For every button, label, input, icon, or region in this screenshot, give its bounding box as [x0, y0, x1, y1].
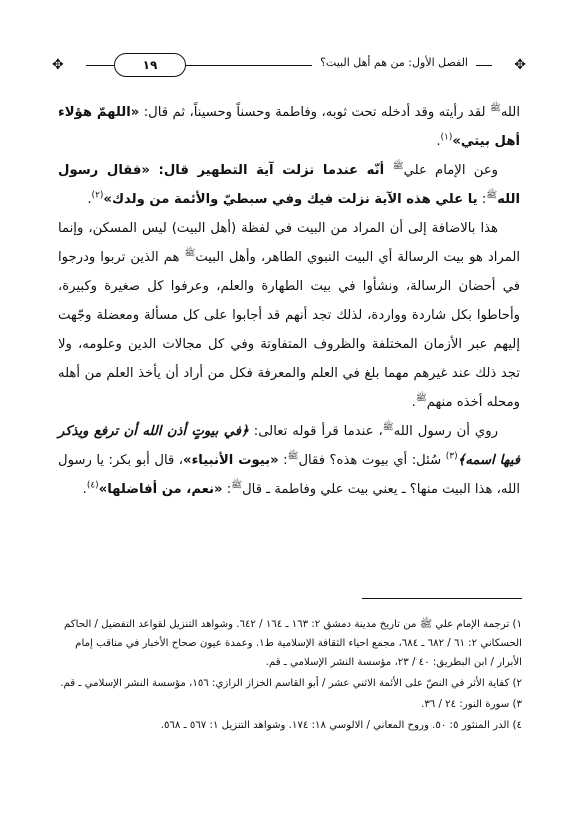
chapter-title: الفصل الأول: من هم أهل البيت؟: [312, 55, 476, 70]
text-run: سُئل: أي بيوت هذه؟ فقال: [298, 453, 446, 468]
text-run: .: [82, 482, 87, 497]
page-number: ١٩: [114, 53, 186, 77]
footnote-4: ٤) الدر المنثور ٥: ٥٠. وروح المعاني / الالوسي ١٨: ١٧٤. وشواهد التنزيل ١: ٥٦٧ ـ ٥٦٨.: [160, 720, 522, 731]
ornament-right-icon: ✥: [514, 57, 526, 73]
text-run: روي أن رسول الله: [393, 424, 498, 439]
paragraph-2: [58, 156, 520, 214]
footnotes: [56, 598, 522, 737]
hadith-quote: «اللهمّ هؤلاء أهل بيتي»: [58, 105, 520, 149]
ornament-left-icon: ✥: [52, 57, 64, 73]
text-run: هذا بالاضافة إلى أن المراد من البيت في لفظة (أهل البيت) ليس المسكن، وإنما المراد هو بيت الرسالة أي البيت النبوي الطاهر، وأهل البيت: [58, 221, 520, 265]
footnote-2: ٢) كفاية الأثر في النصّ على الأئمة الاثني عشر / أبو القاسم الخزاز الرازي: ١٥٦، مؤسسة النشر الإسلامي ـ قم.: [60, 678, 522, 689]
honorific-icon: ﷺ: [489, 103, 501, 114]
honorific-icon: ﷺ: [382, 422, 394, 433]
text-run: وعن الإمام علي: [403, 163, 498, 178]
text-run: ، عندما قرأ قوله تعالى:: [248, 424, 383, 439]
footnote-ref-3[interactable]: (٣): [445, 451, 458, 462]
honorific-icon: ﷺ: [415, 393, 427, 404]
hadith-quote: «نعم، من أفاضلها»: [98, 482, 223, 497]
text-run: لقد رأيته وقد أدخله تحت ثوبه، وفاطمة وحسناً وحسيناً، ثم قال:: [139, 105, 490, 120]
footnote-ref-1[interactable]: (١): [440, 132, 453, 143]
honorific-icon: ﷺ: [392, 161, 404, 172]
page-header: [52, 50, 526, 82]
hadith-quote: «بيوت الأنبياء»: [183, 453, 279, 468]
text-run: .: [87, 192, 92, 207]
hadith-quote: يا علي هذه الآية نزلت فيك وفي سبطيّ والأئمة من ولدك»: [103, 192, 478, 207]
text-run: ، قال أبو بكر: يا رسول الله، هذا البيت منها؟ ـ يعني بيت علي وفاطمة ـ قال: [58, 453, 520, 497]
text-run: .: [436, 134, 441, 149]
honorific-icon: ﷺ: [231, 480, 243, 491]
text-run: هم الذين تربوا ودرجوا في أحضان الرسالة، ونشأوا في بيت الطهارة والعلم، وعرفوا كل صغيرة وكبيرة، وأحاطوا بكل شاردة وواردة، لذلك تجد أنهم قد أجابوا على كل مسألة ومعضلة وجّهت إليهم عبر الأزمان المختلفة والظروف المتفاوتة وفي كل مجالات الدين وعلومه، ولا تجد ذلك عند غيرهم مهما بلغ في العلم والمعرفة فكل من أراد أن يأخذ العلم من أهله ومحله أخذه منهم: [58, 250, 520, 410]
footnote-ref-4[interactable]: (٤): [86, 480, 99, 491]
main-text: [58, 98, 520, 504]
footnote-1: ١) ترجمة الإمام علي ﷺ من تاريخ مدينة دمشق ٢: ١٦٣ ـ ١٦٤ / ٦٤٢. وشواهد التنزيل لقواعد التفضيل / الحاكم الحسكاني ٢: ٦١ / ٦٨٢ ـ ٦٨٤، مجمع احياء الثقافة الإسلامية ط١. وعمدة عيون صحاح الأخبار في مناقب إمام الأبرار / ابن البطريق: ٤٠ / ٢٣، مؤسسة النشر الإسلامي ـ قم.: [64, 619, 522, 668]
paragraph-4: [58, 417, 520, 504]
text-run: الله: [500, 105, 520, 120]
footnote-separator: [362, 598, 522, 599]
paragraph-3: [58, 214, 520, 417]
honorific-icon: ﷺ: [287, 451, 299, 462]
honorific-icon: ﷺ: [486, 190, 498, 201]
paragraph-1: [58, 98, 520, 156]
text-run: :: [222, 482, 232, 497]
text-run: أنّه عندما نزلت آية التطهير قال: «فقال رسول الله: [58, 163, 520, 207]
text-run: :: [278, 453, 288, 468]
footnote-ref-2[interactable]: (٢): [91, 190, 104, 201]
footnote-3: ٣) سورة النور: ٢٤ / ٣٦.: [421, 699, 522, 710]
text-run: :: [477, 192, 487, 207]
text-run: .: [411, 395, 416, 410]
honorific-icon: ﷺ: [184, 248, 196, 259]
quran-verse: ﴿في بيوتٍ أذن الله أن ترفع ويذكر فيها اسمه﴾: [58, 424, 521, 468]
